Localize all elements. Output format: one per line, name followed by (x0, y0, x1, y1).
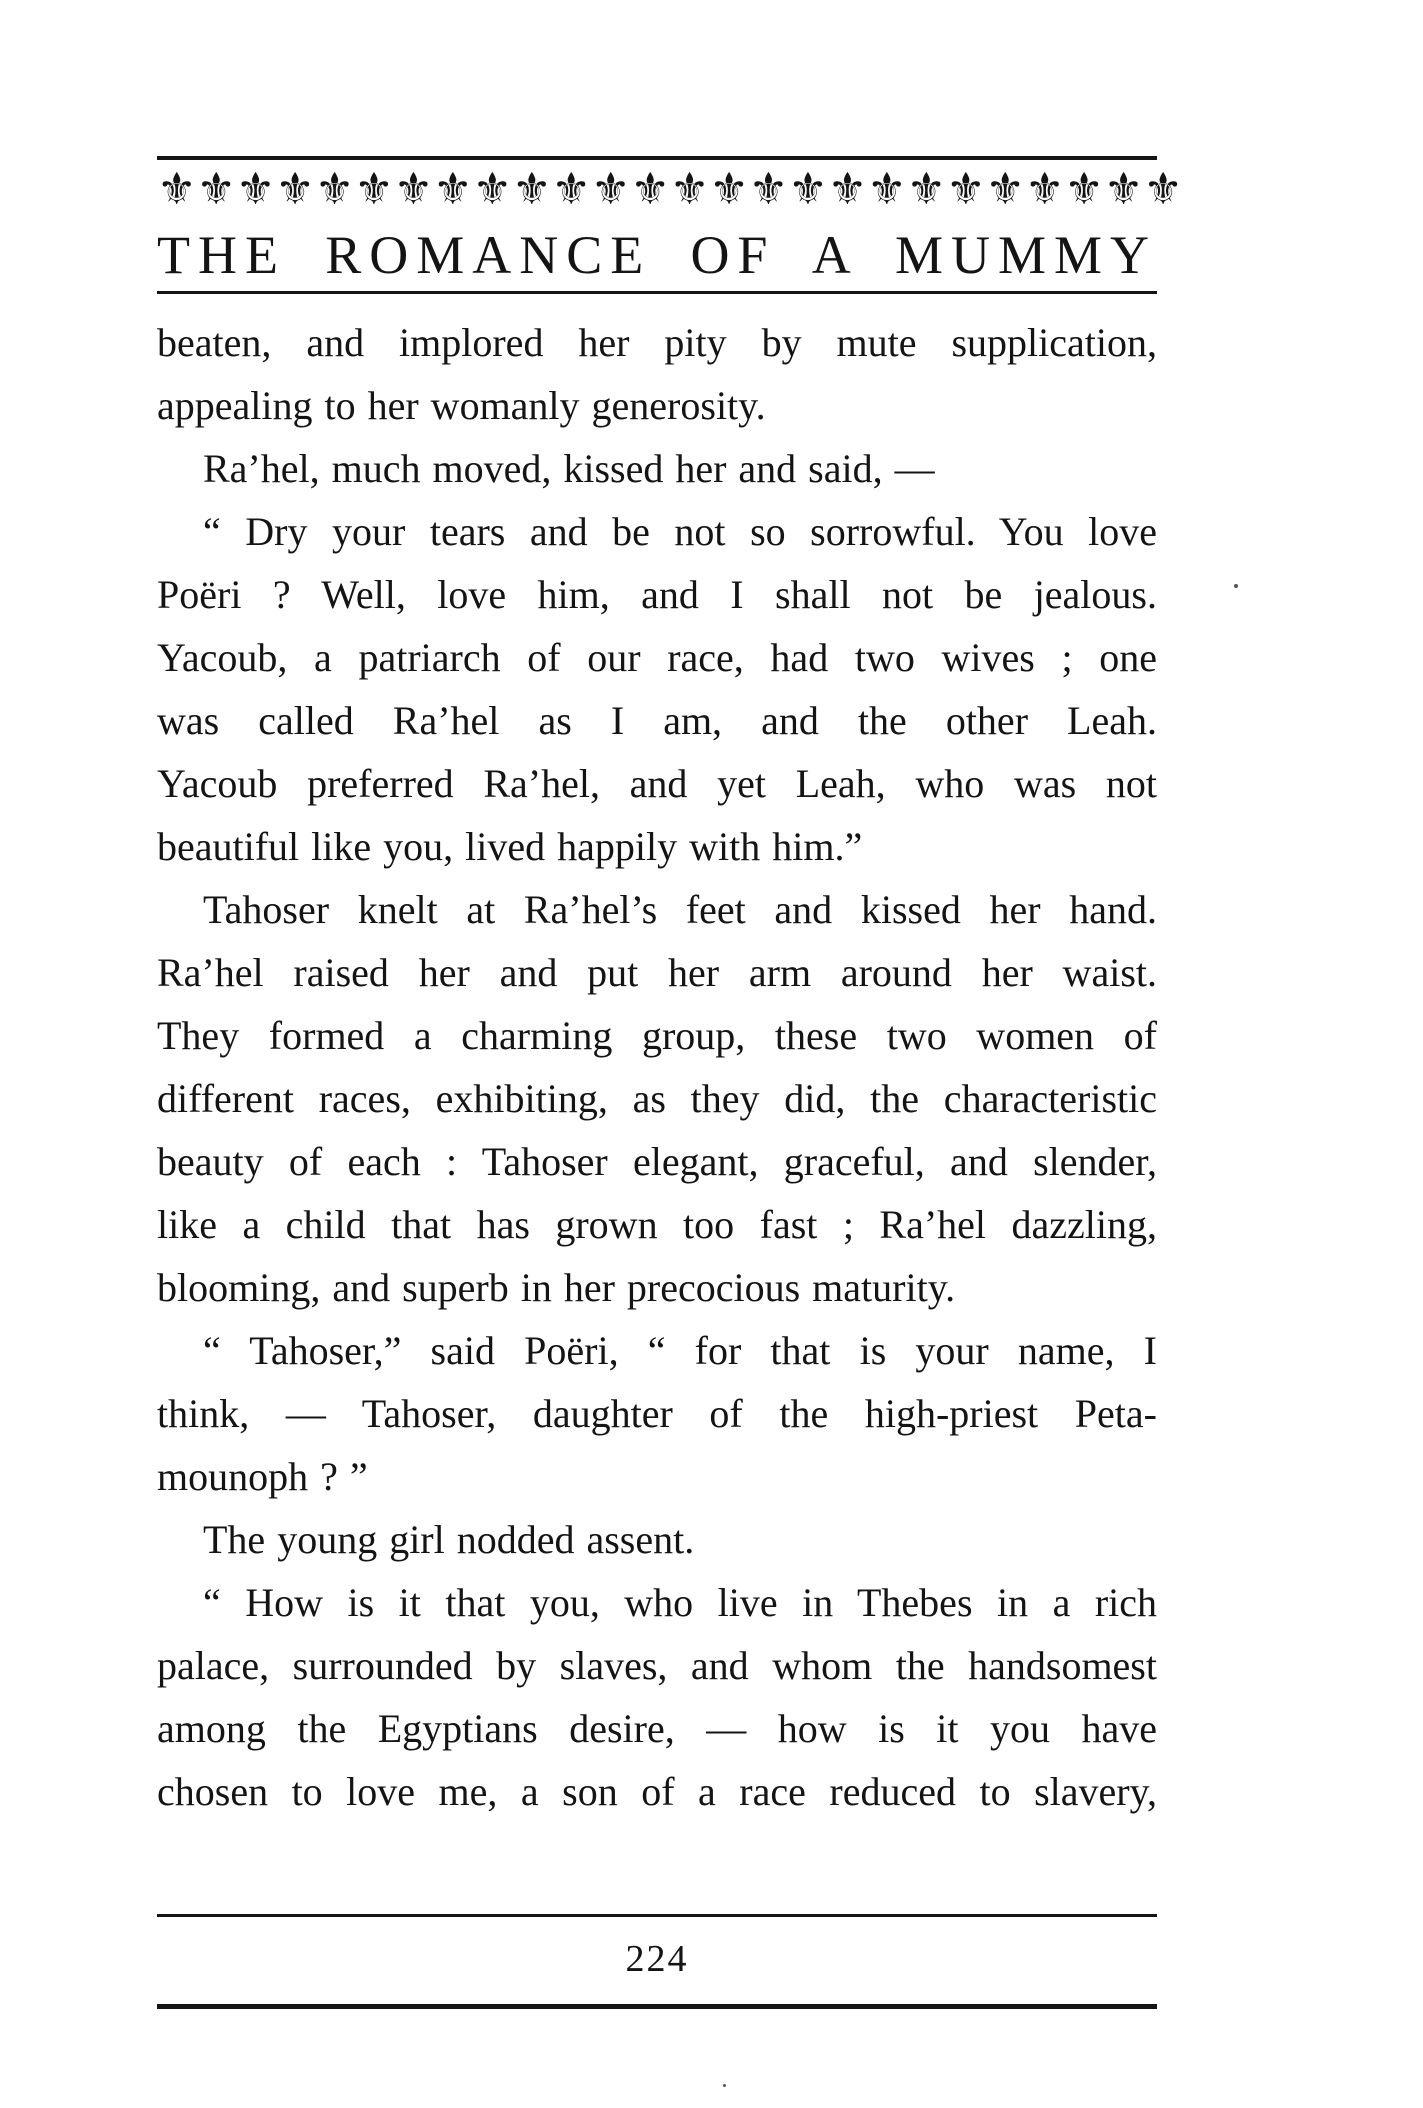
text-line: was called Ra’hel as I am, and the other Leah. (157, 698, 1157, 743)
fleur-de-lis-icon: ⚜ (788, 164, 828, 215)
fleur-de-lis-icon: ⚜ (985, 164, 1025, 215)
text-line: Ra’hel, much moved, kissed her and said, — (203, 446, 935, 491)
text-line: beaten, and implored her pity by mute supplication, (157, 320, 1157, 365)
text-line: “ How is it that you, who live in Thebes in a rich (203, 1580, 1157, 1625)
fleur-de-lis-icon: ⚜ (512, 164, 552, 215)
fleur-de-lis-icon: ⚜ (275, 164, 315, 215)
text-line: Tahoser knelt at Ra’hel’s feet and kissed her hand. (203, 887, 1157, 932)
fleur-de-lis-icon: ⚜ (1143, 164, 1183, 215)
fleur-de-lis-icon: ⚜ (1024, 164, 1065, 215)
fleur-de-lis-icon: ⚜ (433, 164, 473, 215)
text-line: They formed a charming group, these two women of (157, 1013, 1157, 1058)
header-rule (157, 291, 1157, 294)
fleur-de-lis-icon: ⚜ (196, 164, 236, 215)
fleur-de-lis-icon: ⚜ (551, 164, 591, 215)
fleur-de-lis-icon: ⚜ (590, 164, 631, 215)
fleur-de-lis-icon: ⚜ (157, 164, 197, 215)
text-line: Ra’hel raised her and put her arm around her waist. (157, 950, 1157, 995)
fleur-de-lis-icon: ⚜ (1103, 164, 1144, 215)
top-rule (157, 156, 1157, 160)
text-line: blooming, and superb in her precocious maturity. (157, 1265, 956, 1310)
text-line: Yacoub preferred Ra’hel, and yet Leah, who was not (157, 761, 1157, 806)
text-line: beautiful like you, lived happily with him.” (157, 824, 863, 869)
text-line: The young girl nodded assent. (203, 1517, 695, 1562)
text-line: Poëri ? Well, love him, and I shall not be jealous. (157, 572, 1157, 617)
running-title: THE ROMANCE OF A MUMMY (157, 225, 1157, 285)
fleur-de-lis-icon: ⚜ (827, 164, 868, 215)
fleur-de-lis-icon: ⚜ (946, 164, 986, 215)
footer-rule (157, 1914, 1157, 1917)
text-line: “ Tahoser,” said Poëri, “ for that is your name, I (203, 1328, 1157, 1373)
text-line: Yacoub, a patriarch of our race, had two wives ; one (157, 635, 1157, 680)
fleur-de-lis-border (157, 164, 1183, 215)
bottom-rule (157, 2004, 1157, 2009)
text-line: mounoph ? ” (157, 1454, 368, 1499)
text-line: appealing to her womanly generosity. (157, 383, 766, 428)
fleur-de-lis-icon: ⚜ (472, 164, 513, 215)
fleur-de-lis-icon: ⚜ (314, 164, 355, 215)
print-speck (1234, 584, 1238, 588)
text-line: like a child that has grown too fast ; Ra’hel dazzling, (157, 1202, 1157, 1247)
fleur-de-lis-icon: ⚜ (669, 164, 710, 215)
text-line: among the Egyptians desire, — how is it you have (157, 1706, 1157, 1751)
fleur-de-lis-icon: ⚜ (867, 164, 907, 215)
text-line: palace, surrounded by slaves, and whom the handsomest (157, 1643, 1157, 1688)
text-line: think, — Tahoser, daughter of the high-priest Peta- (157, 1391, 1157, 1436)
page-number: 224 (625, 1938, 689, 1980)
fleur-de-lis-icon: ⚜ (354, 164, 394, 215)
fleur-de-lis-icon: ⚜ (235, 164, 276, 215)
text-line: different races, exhibiting, as they did, the characteristic (157, 1076, 1157, 1121)
body-text (157, 311, 1157, 1823)
fleur-de-lis-icon: ⚜ (393, 164, 434, 215)
fleur-de-lis-icon: ⚜ (709, 164, 749, 215)
text-line: chosen to love me, a son of a race reduced to slavery, (157, 1769, 1157, 1814)
print-speck (723, 2084, 726, 2087)
text-line: beauty of each : Tahoser elegant, graceful, and slender, (157, 1139, 1157, 1184)
fleur-de-lis-icon: ⚜ (630, 164, 670, 215)
fleur-de-lis-icon: ⚜ (906, 164, 947, 215)
fleur-de-lis-icon: ⚜ (1064, 164, 1104, 215)
fleur-de-lis-icon: ⚜ (748, 164, 789, 215)
text-line: “ Dry your tears and be not so sorrowful. You love (203, 509, 1157, 554)
